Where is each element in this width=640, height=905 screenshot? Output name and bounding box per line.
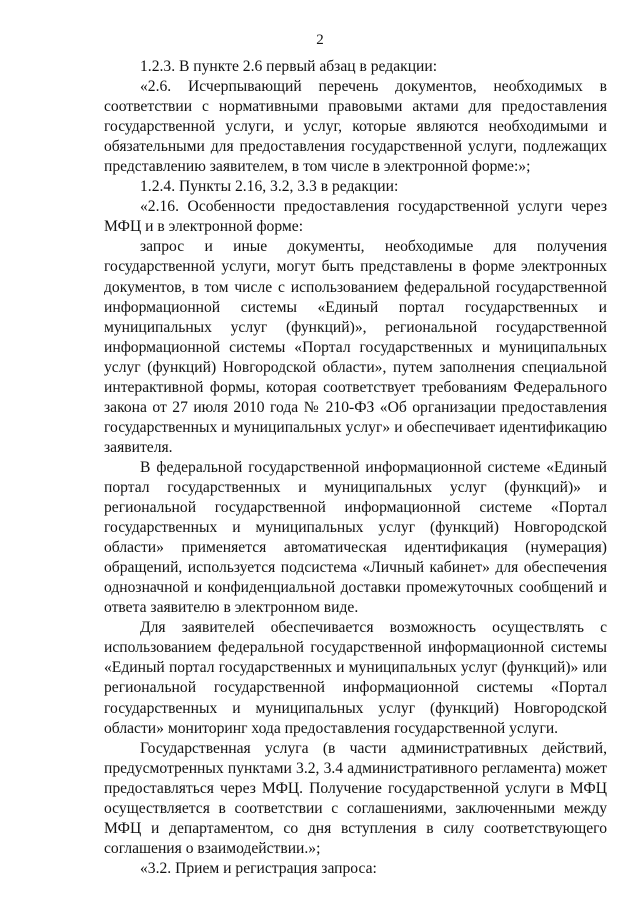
- paragraph-1-2-3: 1.2.3. В пункте 2.6 первый абзац в редакции:: [140, 58, 438, 75]
- paragraph-mfc: Государственная услуга (в части административных действий, предусмотренных пунктами 3.2, 3.4 административного регламента) может предоставляться через МФЦ. Получение государственной услуги в МФЦ осуществляется в соответствии с соглашениями, заключенными между МФЦ и департаментом, со дня вступления в силу соответствующего соглашения о взаимодействии.»;: [104, 739, 607, 857]
- paragraph-1-2-4: 1.2.4. Пункты 2.16, 3.2, 3.3 в редакции:: [140, 178, 399, 196]
- paragraph-2-16: «2.16. Особенности предоставления государственной услуги через МФЦ и в электронной форме:: [104, 198, 607, 236]
- paragraph-3-2: «3.2. Прием и регистрация запроса:: [140, 859, 377, 877]
- paragraph-2-6: «2.6. Исчерпывающий перечень документов, необходимых в соответствии с нормативными правовыми актами для предоставления государственной услуги, и услуг, которые являются необходимыми и обязательными для предоставления государственной услуги, подлежащих представлению заявителем, в том числе в электронной форме:»;: [104, 78, 607, 176]
- paragraph-request-documents: запрос и иные документы, необходимые для получения государственной услуги, могут быть представлены в форме электронных документов, в том числе с использованием федеральной государственной информационной системы «Единый портал государственных и муниципальных услуг (функций)», региональной государственной информационной системы «Портал государственных и муниципальных услуг (функций) Новгородской области», путем заполнения специальной интерактивной формы, которая соответствует требованиям Федерального закона от 27 июля 2010 года № 210-ФЗ «Об организации предоставления государственных и муниципальных услуг» и обеспечивает идентификацию заявителя.: [104, 238, 607, 456]
- paragraph-identification: В федеральной государственной информационной системе «Единый портал государственных и муниципальных услуг (функций)» и региональной государственной информационной системе «Портал государственных и муниципальных услуг (функций) Новгородской области» применяется автоматическая идентификация (нумерация) обращений, используется подсистема «Личный кабинет» для обеспечения однозначной и конфиденциальной доставки промежуточных сообщений и ответа заявителю в электронном виде.: [104, 458, 607, 617]
- paragraph-monitoring: Для заявителей обеспечивается возможность осуществлять с использованием федеральной государственной информационной системы «Единый портал государственных и муниципальных услуг (функций)» или региональной государственной информационной системы «Портал государственных и муниципальных услуг (функций) Новгородской области» мониторинг хода предоставления государственной услуги.: [104, 619, 607, 737]
- page-number: 2: [316, 32, 324, 48]
- document-body: [104, 57, 607, 879]
